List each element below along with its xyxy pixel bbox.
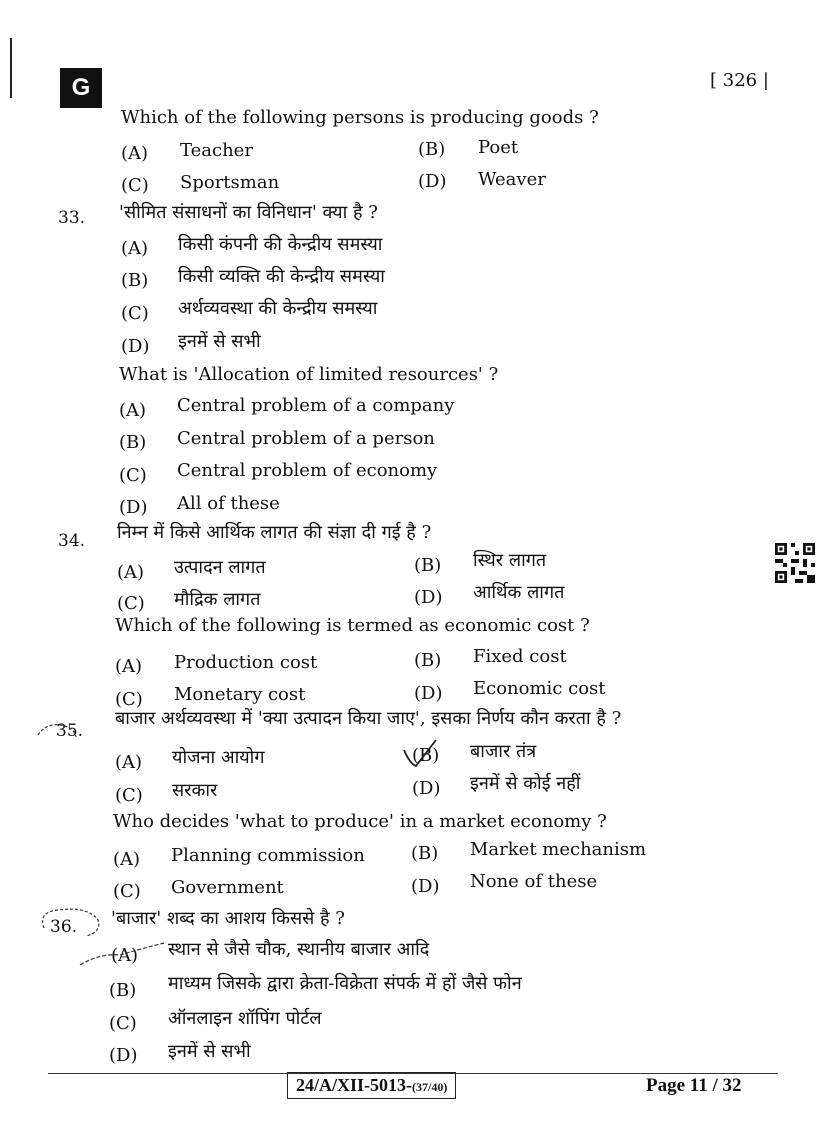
q34-en-a-text: Production cost — [174, 652, 318, 673]
paper-code-small: (37/40) — [412, 1080, 448, 1094]
q36-hi-d-label: (D) — [109, 1045, 138, 1066]
q34-en-d-text: Economic cost — [473, 678, 606, 699]
q33-hi-c-label: (C) — [121, 303, 149, 324]
qr-code-icon — [775, 543, 815, 583]
q34-hi-b-label: (B) — [414, 555, 442, 576]
q33-question-hi: 'सीमित संसाधनों का विनिधान' क्या है ? — [119, 202, 378, 223]
q35-question-en: Who decides 'what to produce' in a market economy ? — [113, 811, 607, 832]
page-code: [ 326 | — [710, 70, 769, 91]
q34-en-a-label: (A) — [115, 656, 143, 677]
q35-hi-b-label: (B) — [412, 745, 440, 766]
q35-hi-c-label: (C) — [115, 785, 143, 806]
q36-hi-c-label: (C) — [109, 1013, 137, 1034]
q34-question-en: Which of the following is termed as economic cost ? — [115, 615, 590, 636]
q35-hi-b-text: बाजार तंत्र — [470, 741, 537, 762]
q33-hi-b-label: (B) — [121, 270, 149, 291]
q35-en-a-text: Planning commission — [171, 845, 365, 866]
q35-en-b-label: (B) — [411, 843, 439, 864]
q33-hi-a-text: किसी कंपनी की केन्द्रीय समस्या — [178, 234, 383, 255]
q36-number: 36. — [50, 917, 78, 937]
q33-hi-a-label: (A) — [121, 238, 149, 259]
q35-en-c-label: (C) — [113, 881, 141, 902]
q33-en-a-label: (A) — [119, 400, 147, 421]
q34-en-c-label: (C) — [115, 689, 143, 710]
q34-hi-b-text: स्थिर लागत — [473, 550, 547, 571]
q33-en-d-label: (D) — [119, 497, 148, 518]
q36-hi-b-text: माध्यम जिसके द्वारा क्रेता-विक्रेता संपर्क में हों जैसे फोन — [168, 973, 522, 994]
q34-en-d-label: (D) — [414, 683, 443, 704]
q35-en-d-label: (D) — [411, 876, 440, 897]
q35-en-a-label: (A) — [113, 849, 141, 870]
q35-hi-d-label: (D) — [412, 778, 441, 799]
q34-hi-a-text: उत्पादन लागत — [174, 557, 266, 578]
q34-question-hi: निम्न में किसे आर्थिक लागत की संज्ञा दी गई है ? — [117, 522, 432, 543]
q33-en-c-label: (C) — [119, 465, 147, 486]
q35-number: 35. — [56, 721, 84, 741]
q35-hi-c-text: सरकार — [172, 780, 218, 801]
q33-en-b-label: (B) — [119, 432, 147, 453]
q32-option-b-label: (B) — [418, 139, 446, 160]
q33-en-b-text: Central problem of a person — [177, 428, 435, 449]
q32-option-b-text: Poet — [478, 137, 519, 158]
q35-hi-a-text: योजना आयोग — [172, 747, 265, 768]
q32-option-c-text: Sportsman — [180, 172, 280, 193]
q34-en-b-label: (B) — [414, 650, 442, 671]
q32-option-d-label: (D) — [418, 171, 447, 192]
q36-hi-a-label: (A) — [111, 945, 139, 966]
q32-option-d-text: Weaver — [478, 169, 546, 190]
q34-en-b-text: Fixed cost — [473, 646, 567, 667]
q33-en-a-text: Central problem of a company — [177, 395, 455, 416]
q34-number: 34. — [58, 531, 86, 551]
q33-en-c-text: Central problem of economy — [177, 460, 438, 481]
q35-en-b-text: Market mechanism — [470, 839, 647, 860]
q36-hi-b-label: (B) — [109, 980, 137, 1001]
q32-option-c-label: (C) — [121, 175, 149, 196]
q33-hi-c-text: अर्थव्यवस्था की केन्द्रीय समस्या — [178, 298, 378, 319]
q34-hi-c-text: मौद्रिक लागत — [174, 589, 261, 610]
q33-hi-d-label: (D) — [121, 336, 150, 357]
q36-hi-a-text: स्थान से जैसे चौक, स्थानीय बाजार आदि — [168, 939, 430, 960]
q32-option-a-label: (A) — [121, 143, 149, 164]
paper-code-main: 24/A/XII-5013- — [296, 1075, 412, 1095]
q32-option-a-text: Teacher — [180, 140, 253, 161]
q33-question-en: What is 'Allocation of limited resources' ? — [119, 364, 499, 385]
q34-en-c-text: Monetary cost — [174, 684, 306, 705]
page-number: Page 11 / 32 — [646, 1075, 742, 1096]
q33-hi-d-text: इनमें से सभी — [178, 331, 261, 352]
q33-hi-b-text: किसी व्यक्ति की केन्द्रीय समस्या — [178, 266, 385, 287]
q36-hi-c-text: ऑनलाइन शॉपिंग पोर्टल — [168, 1008, 322, 1029]
q34-hi-d-text: आर्थिक लागत — [473, 582, 565, 603]
q35-hi-a-label: (A) — [115, 752, 143, 773]
q34-hi-d-label: (D) — [414, 587, 443, 608]
q35-question-hi: बाजार अर्थव्यवस्था में 'क्या उत्पादन किया जाए', इसका निर्णय कौन करता है ? — [115, 708, 622, 729]
q36-hi-d-text: इनमें से सभी — [168, 1041, 251, 1062]
q32-question-en: Which of the following persons is producing goods ? — [121, 107, 599, 128]
q35-hi-d-text: इनमें से कोई नहीं — [470, 773, 581, 794]
q33-en-d-text: All of these — [177, 493, 280, 514]
q36-question-hi: 'बाजार' शब्द का आशय किससे है ? — [111, 908, 345, 929]
q35-en-c-text: Government — [171, 877, 284, 898]
series-badge: G — [60, 68, 102, 108]
q33-number: 33. — [58, 208, 86, 228]
q35-en-d-text: None of these — [470, 871, 598, 892]
q34-hi-a-label: (A) — [117, 562, 145, 583]
paper-code — [287, 1072, 456, 1099]
q34-hi-c-label: (C) — [117, 593, 145, 614]
